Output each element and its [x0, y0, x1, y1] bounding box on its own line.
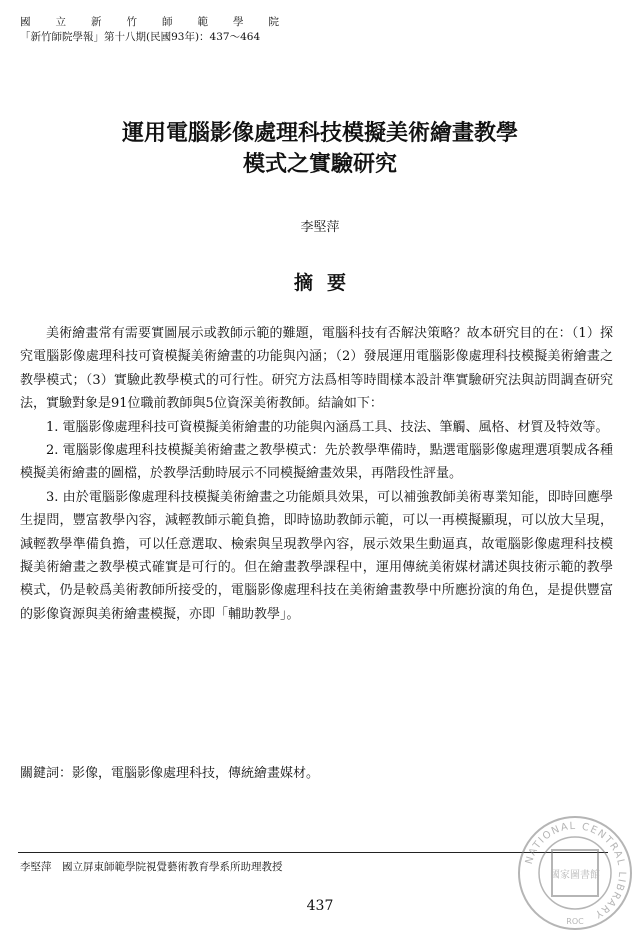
abstract-heading: 摘要: [293, 272, 360, 294]
stamp-seal-characters: 國家圖書館: [550, 870, 600, 881]
abstract-body: [20, 322, 613, 626]
stamp-ring-text: NATIONAL CENTRAL LIBRARY: [523, 820, 628, 921]
page-number: 437: [306, 898, 334, 914]
conclusion-item-2: 2. 電腦影像處理科技模擬美術繪畫之教學模式：先於教學準備時，點選電腦影像處理選項製成各種模擬美術繪畫的圖檔，於教學活動時展示不同模擬繪畫效果，再階段性評量。: [20, 443, 613, 482]
library-seal-stamp: [516, 814, 634, 932]
journal-institution: 國立新竹師範學院: [20, 16, 304, 28]
author-affiliation-footnote: 李堅萍 國立屏東師範學院視覺藝術教育學系所助理教授: [20, 861, 283, 873]
conclusion-item-1: 1. 電腦影像處理科技可資模擬美術繪畫的功能與內涵爲工具、技法、筆觸、風格、材質及特效等。: [46, 419, 609, 435]
author-name: 李堅萍: [300, 220, 340, 235]
paper-title-line-1: 運用電腦影像處理科技模擬美術繪畫教學: [121, 120, 518, 146]
conclusion-item-3: 3. 由於電腦影像處理科技模擬美術繪畫之功能頗具效果，可以補強教師美術專業知能，即時回應學生提問，豐富教學內容，減輕教師示範負擔，即時協助教師示範，可以一再模擬顯現，可以放大呈現，減輕教學準備負擔，可以任意選取、檢索與呈現教學內容，展示效果生動逼真，故電腦影像處理科技模擬美術繪畫之教學模式確實是可行的。但在繪畫教學課程中，運用傳統美術媒材講述與技術示範的教學模式，仍是較爲美術教師所接受的，電腦影像處理科技在美術繪畫教學中所應扮演的角色，是提供豐富的影像資源與美術繪畫模擬，亦即「輔助教學」。: [20, 489, 613, 622]
paper-title-line-2: 模式之實驗研究: [242, 151, 397, 177]
keywords: 關鍵詞：影像，電腦影像處理科技，傳統繪畫媒材。: [20, 766, 320, 781]
stamp-bottom-text: ROC: [566, 917, 584, 926]
paper-title: [0, 118, 640, 180]
journal-citation: 「新竹師院學報」第十八期(民國93年)：437～464: [20, 31, 261, 43]
abstract-paragraph: 美術繪畫常有需要實圖展示或教師示範的難題，電腦科技有否解決策略？故本研究目的在：（1）探究電腦影像處理科技可資模擬美術繪畫的功能與內涵；（2）發展運用電腦影像處理科技模擬美術繪畫之教學模式；（3）實驗此教學模式的可行性。研究方法爲相等時間樣本設計準實驗研究法與訪問調查研究法，實驗對象是91位職前教師與5位資深美術教師。結論如下：: [20, 326, 613, 412]
